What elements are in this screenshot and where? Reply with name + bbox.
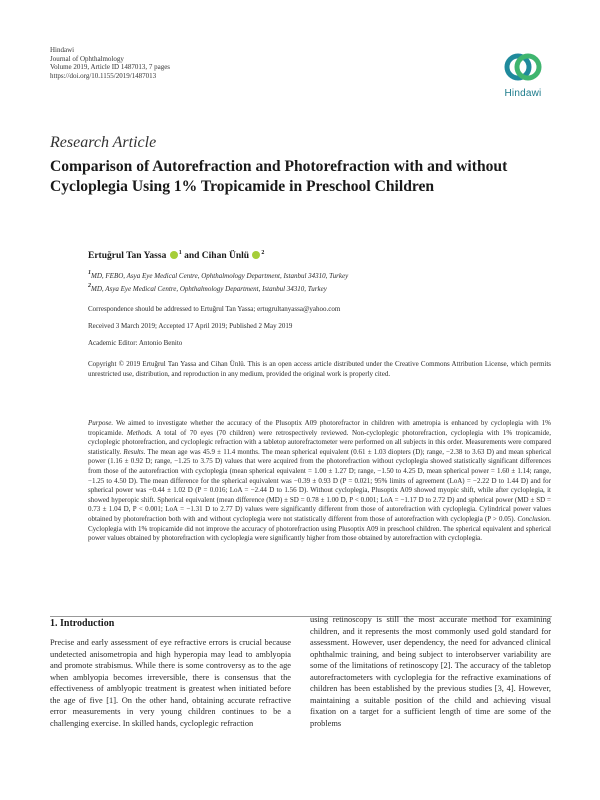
article-dates: Received 3 March 2019; Accepted 17 April 2019; Published 2 May 2019 bbox=[88, 322, 293, 330]
abstract bbox=[88, 419, 551, 544]
intro-right-column: using retinoscopy is still the most accurate method for examining children, and it represents the most commonly used gold standard for assessment. However, user dependency, the need for advanced clinical ophthalmic training, and being subject to interobserver variability are some of the limitations of retinoscopy [2]. The accuracy of the tabletop autorefractometers with cycloplegia for the refractive examinations of children has been established by the previous studies [3, 4]. However, maintaining a suitable position of the child and achieving visual fixation on a target for a sufficient length of time are some of the problems bbox=[310, 615, 551, 728]
orcid-icon[interactable] bbox=[252, 251, 260, 259]
hindawi-logo-icon bbox=[503, 48, 543, 86]
methods-label: Methods. bbox=[126, 428, 153, 437]
publisher-name: Hindawi bbox=[50, 46, 75, 54]
correspondence-note: Correspondence should be addressed to Ertuğrul Tan Yassa; ertugrultanyassa@yahoo.com bbox=[88, 305, 341, 313]
results-text: The mean age was 45.9 ± 11.4 months. The mean spherical equivalent (0.61 ± 1.03 diopters (D); range, −2.38 to 3.63 D) and mean spherical power (1.16 ± 0.92 D; range, −1.25 to 3.75 D) values that were acquired from the photorefraction without cycloplegia showed statistically significant differences from those of the autorefraction with cycloplegia (mean spherical equivalent = 1.00 ± 1.27 D; range, −1.50 to 4.25 D, mean spherical power = 1.60 ± 1.14; range, −1.25 to 4.50 D). The mean difference for the spherical equivalent was −0.39 ± 0.93 D (P = 0.021; 95% limits of agreement (LoA) = −2.22 D to 1.44 D) and for spherical power was −0.44 ± 1.02 D (P = 0.016; LoA = −2.44 D to 1.56 D). Without cycloplegia, Plusoptix A09 showed myopic shift, while after cycloplegia, it showed hyperopic shift. Spherical equivalent (mean difference (MD) ± SD = 0.78 ± 1.00 D, P < 0.001; LoA = −1.17 D to 2.72 D) and spherical power (MD ± SD = 0.73 ± 1.04 D, P < 0.001; LoA = −1.31 D to 2.77 D) values were significantly different from those of autorefraction with cycloplegia. Cylindrical power values obtained by photorefraction both with and without cycloplegia were not statistically different from those of autorefraction with cycloplegia (P > 0.05). bbox=[88, 447, 552, 523]
article-type: Research Article bbox=[50, 134, 157, 151]
intro-left-column: Precise and early assessment of eye refractive errors is crucial because undetected anisometropia and high hyperopia may lead to amblyopia and promote strabismus. While there is some controversy as to the age when amblyopia becomes irreversible, there is consensus that the effectiveness of amblyopic treatment is greatest when initiated before the age of five [1]. On the other hand, obtaining accurate refractive error measurements in very young children continues to be a challenging exercise. In skilled hands, cycloplegic refraction bbox=[50, 638, 291, 728]
orcid-icon[interactable] bbox=[170, 251, 178, 259]
author-conjunction: and bbox=[184, 251, 200, 261]
volume-line: Volume 2019, Article ID 1487013, 7 pages bbox=[50, 63, 171, 72]
doi-link[interactable]: https://doi.org/10.1155/2019/1487013 bbox=[50, 71, 157, 80]
affiliations bbox=[88, 269, 551, 294]
author-2-name[interactable]: Cihan Ünlü bbox=[201, 251, 250, 261]
methods-text: A total of 70 eyes (70 children) were retrospectively reviewed. Non-cycloplegic photorefraction, cycloplegia with 1% tropicamide, cycloplegic photorefraction, and cycloplegic refraction with a tabletop autorefractometer were performed on all subjects in this order. Measurements were compared statistically. bbox=[88, 428, 551, 456]
journal-name: Journal of Ophthalmology bbox=[50, 54, 124, 63]
author-1-name[interactable]: Ertuğrul Tan Yassa bbox=[88, 251, 167, 261]
results-label: Results. bbox=[123, 447, 146, 456]
introduction-heading: 1. Introduction bbox=[50, 618, 115, 629]
copyright-notice: Copyright © 2019 Ertuğrul Tan Yassa and Cihan Ünlü. This is an open access article distributed under the Creative Commons Attribution License, which permits unrestricted use, distribution, and reproduction in any medium, provided the original work is properly cited. bbox=[88, 360, 551, 378]
journal-meta bbox=[50, 46, 310, 80]
academic-editor: Academic Editor: Antonio Benito bbox=[88, 339, 183, 347]
author-list bbox=[88, 250, 264, 261]
affiliation-2: 2MD, Asya Eye Medical Centre, Ophthalmology Department, Istanbul 34310, Turkey bbox=[88, 282, 327, 293]
conclusion-label: Conclusion. bbox=[517, 514, 551, 523]
purpose-text: We aimed to investigate whether the accuracy of the Plusoptix A09 photorefractor in children with ametropia is enhanced by cycloplegia with 1% tropicamide. bbox=[88, 419, 551, 437]
hindawi-logo bbox=[494, 48, 552, 104]
article-title: Comparison of Autorefraction and Photorefraction with and without Cycloplegia Using 1% Tropicamide in Preschool Children bbox=[50, 158, 508, 195]
author-1-sup: 1 bbox=[178, 250, 182, 256]
logo-text: Hindawi bbox=[504, 88, 542, 99]
conclusion-text: Cycloplegia with 1% tropicamide did not improve the accuracy of photorefraction using Plusoptix A09 in preschool children. The spherical equivalent and spherical power values obtained by photorefraction with cycloplegia were significantly higher from those obtained by autorefraction with cycloplegia. bbox=[88, 524, 551, 543]
purpose-label: Purpose. bbox=[88, 419, 114, 427]
affiliation-1: 1MD, FEBO, Asya Eye Medical Centre, Ophthalmology Department, Istanbul 34310, Turkey bbox=[88, 270, 349, 280]
author-2-sup: 2 bbox=[261, 250, 265, 256]
